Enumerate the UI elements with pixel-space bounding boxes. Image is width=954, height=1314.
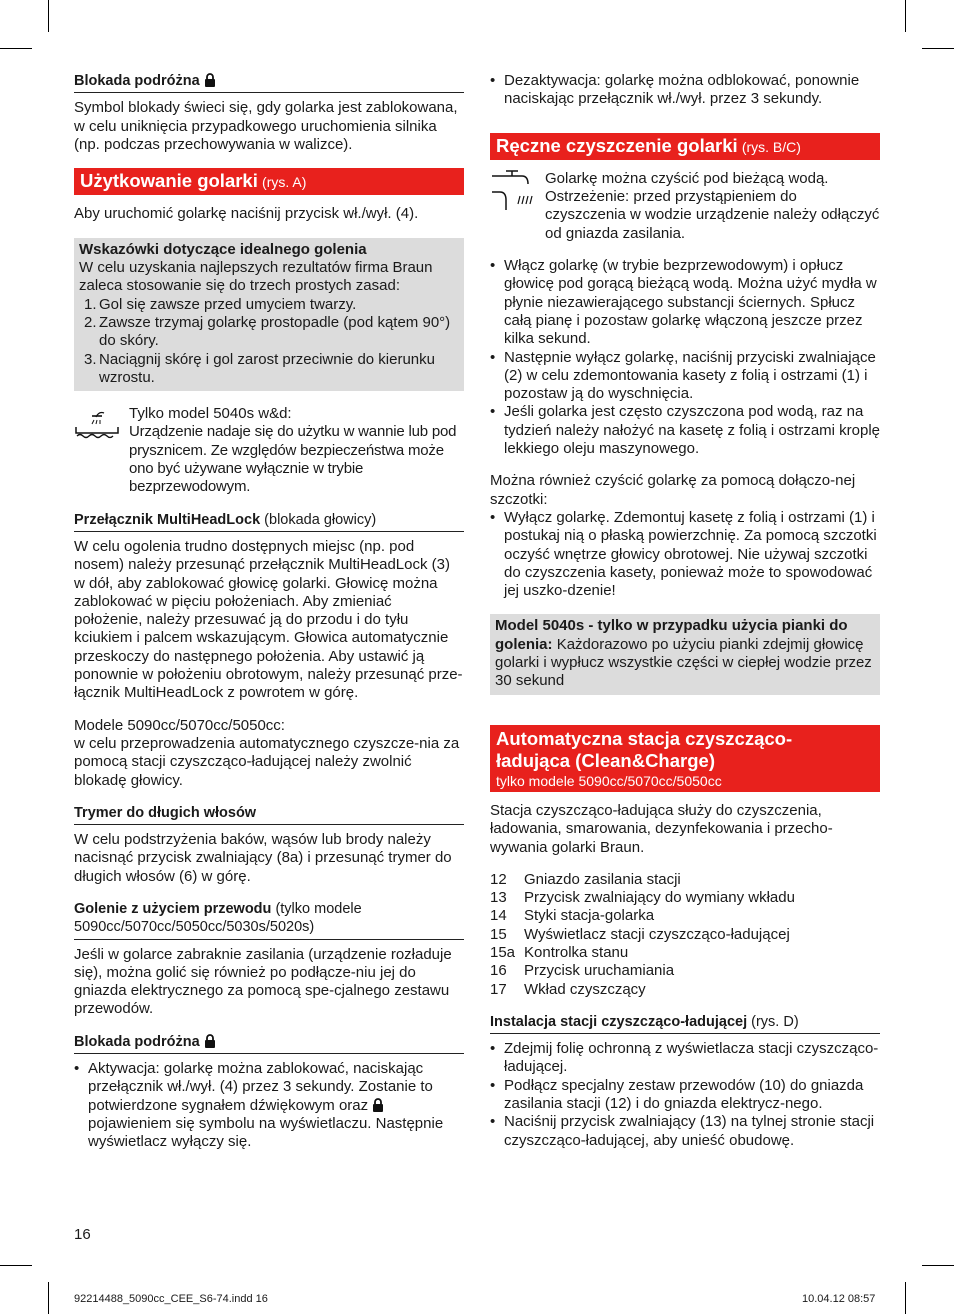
wet-dry-text: Urządzenie nadaje się do użytku w wannie lub pod prysznicem. Ze względów bezpieczeństwa może ono być używane wyłącznie w trybie bezprzewodowym. <box>129 423 457 496</box>
install-list <box>490 1040 880 1150</box>
padlock-icon <box>372 1098 384 1112</box>
manual-clean-header <box>490 133 880 160</box>
list-item: • Dezaktywacja: golarkę można odblokować, ponownie naciskając przełącznik wł./wył. przez 3 sekundy. <box>490 72 880 109</box>
station-title-1: Automatyczna stacja czyszcząco- <box>496 727 793 749</box>
multihead-text: W celu ogolenia trudno dostępnych miejsc (np. pod nosem) należy przesunąć przełącznik MultiHeadLock (3) w dół, aby zablokować głowicę golarki. Głowicę można zablokować w pięciu położeniach. Aby zmieniać położenie, należy przesuwać ją do przodu i do tyłu kciukiem i palcem wskazującym. Głowica automatycznie przeskoczy do następnego położenia. Aby ustawić ją ponownie w położeniu obrotowym, należy przesunąć prze-łącznik MultiHeadLock z powrotem w górę. <box>74 537 463 702</box>
running-water-note <box>490 170 880 243</box>
section-title: Ręczne czyszczenie golarki <box>496 134 738 156</box>
list-item: • Naciśnij przycisk zwalniający (13) na tylnej stronie stacji czyszcząco-ładującej, aby unieść obudowę. <box>490 1113 880 1150</box>
corded-heading: Golenie z użyciem przewodu (tylko modele 5090cc/5070cc/5050cc/5030s/5020s) <box>74 900 464 940</box>
manual-clean-list <box>490 257 880 458</box>
list-item: 17 Wkład czyszczący <box>490 980 646 998</box>
crop-mark <box>48 1282 49 1314</box>
list-item: 13 Przycisk zwalniający do wymiany wkładu <box>490 889 795 907</box>
list-item: 14 Styki stacja-golarka <box>490 907 655 925</box>
running-water-text: Golarkę można czyścić pod bieżącą wodą. Ostrzeżenie: przed przystąpieniem do czyszczenia w wodzie urządzenie należy odłączyć od gniazda zasilania. <box>545 169 880 242</box>
right-column <box>490 72 880 1164</box>
page-number: 16 <box>74 1226 91 1243</box>
multihead-models: Modele 5090cc/5070cc/5050cc: w celu przeprowadzenia automatycznego czyszcze-nia za pomocą stacji czyszcząco-ładującej należy zwolnić blokadę głowicy. <box>74 716 460 789</box>
trimmer-heading: Trymer do długich włosów <box>74 804 464 825</box>
foam-box <box>490 614 880 694</box>
padlock-icon <box>204 1034 216 1048</box>
list-item: 2. Zawsze trzymaj golarkę prostopadle (pod kątem 90°) do skóry. <box>84 313 451 350</box>
install-heading: Instalacja stacji czyszcząco-ładującej (rys. D) <box>490 1013 880 1034</box>
corded-text: Jeśli w golarce zabraknie zasilania (urządzenie rozładuje się), można golić się również po podłącze-niu jej do gniazda elektrycznego za pomocą spe-cjalnego zestawu przewodów. <box>74 945 452 1018</box>
list-item: 1. Gol się zawsze przed umyciem twarzy. <box>84 295 357 313</box>
station-header <box>490 725 880 792</box>
crop-mark <box>905 0 906 32</box>
shower-bath-icon <box>74 405 129 496</box>
list-item: 12 Gniazdo zasilania stacji <box>490 870 681 888</box>
list-item: 15 Wyświetlacz stacji czyszcząco-ładującej <box>490 925 790 943</box>
list-item: • Jeśli golarka jest często czyszczona pod wodą, raz na tydzień należy nałożyć na kasetę z folią i ostrzami kroplę lekkiego oleju maszynowego. <box>490 403 880 458</box>
use-section-header <box>74 168 464 195</box>
foam-title: Model 5040s - tylko w przypadku użycia pianki do golenia: <box>495 617 848 653</box>
wet-dry-model: Tylko model 5040s w&d: <box>129 405 292 423</box>
crop-mark <box>48 0 49 32</box>
crop-mark <box>922 1265 954 1266</box>
deactivation-list <box>490 72 880 109</box>
list-item: • Zdejmij folię ochronną z wyświetlacza stacji czyszcząco-ładującej. <box>490 1040 880 1077</box>
tips-list <box>79 296 459 387</box>
tips-intro: W celu uzyskania najlepszych rezultatów firma Braun zaleca stosowanie się do trzech prostych zasad: <box>79 259 433 295</box>
foam-text: Każdorazowo po użyciu pianki zdejmij głowicę golarki i wypłucz wszystkie części w ciepłej wodzie przez 30 sekund <box>495 635 872 690</box>
crop-mark <box>922 48 954 49</box>
list-item: 15a Kontrolka stanu <box>490 943 629 961</box>
travel-lock-text: Symbol blokady świeci się, gdy golarka jest zablokowana, w celu uniknięcia przypadkowego uruchomienia silnika (np. podczas przechowywania w walizce). <box>74 99 458 153</box>
travel-lock-heading-2: Blokada podróżna <box>74 1033 464 1054</box>
use-text: Aby uruchomić golarkę naciśnij przycisk wł./wył. (4). <box>74 205 419 223</box>
station-subtitle: tylko modele 5090cc/5070cc/5050cc <box>496 772 722 789</box>
list-item: 16 Przycisk uruchamiania <box>490 962 675 980</box>
list-item: • Podłącz specjalny zestaw przewodów (10) do gniazda zasilania stacji (12) i do gniazda elektrycz-nego. <box>490 1077 880 1114</box>
section-title: Użytkowanie golarki <box>80 170 258 192</box>
left-column <box>74 72 464 1166</box>
footer-file: 92214488_5090cc_CEE_S6-74.indd 16 <box>74 1293 268 1305</box>
station-parts-list <box>490 871 880 999</box>
footer-date: 10.04.12 08:57 <box>802 1293 876 1305</box>
running-water-icon <box>490 170 545 243</box>
travel-lock-list <box>74 1060 464 1151</box>
crop-mark <box>0 48 32 49</box>
list-item: • Następnie wyłącz golarkę, naciśnij przyciski zwalniające (2) w celu zdemontowania kasety z folią i ostrzami (1) i pozostaw ją do wyschnięcia. <box>490 349 880 404</box>
tips-title: Wskazówki dotyczące idealnego golenia <box>79 240 367 258</box>
travel-lock-heading: Blokada podróżna <box>74 72 464 93</box>
trimmer-text: W celu podstrzyżenia baków, wąsów lub brody należy nacisnąć przycisk zwalniający (8a) i przesunąć trymer do długich włosów (6) w górę. <box>74 831 452 885</box>
tips-box <box>74 238 464 391</box>
station-title-2: ładująca (Clean&Charge) <box>496 749 715 771</box>
crop-mark <box>905 1282 906 1314</box>
station-intro: Stacja czyszcząco-ładująca służy do czyszczenia, ładowania, smarowania, dezynfekowania i przecho-wywania golarki Braun. <box>490 801 833 856</box>
list-item: • Wyłącz golarkę. Zdemontuj kasetę z folią i ostrzami (1) i postukaj nią o płaską powierzchnię. Za pomocą szczotki oczyść wnętrze głowicy obrotowej. Nie używaj szczotki do czyszczenia kasety, ponieważ może to spowodować jej uszko-dzenie! <box>490 509 880 600</box>
section-ref: (rys. B/C) <box>741 138 801 155</box>
multihead-heading: Przełącznik MultiHeadLock (blokada głowicy) <box>74 511 464 532</box>
wet-dry-note <box>74 405 464 496</box>
crop-mark <box>0 1265 32 1266</box>
list-item: • Włącz golarkę (w trybie bezprzewodowym) i opłucz głowicę pod gorącą bieżącą wodą. Można użyć mydła w płynie niezawierającego substancji ściernych. Spłucz całą pianę i pozostaw golarkę włączoną jeszcze przez kilka sekund. <box>490 257 880 348</box>
list-item: • Aktywacja: golarkę można zablokować, naciskając przełącznik wł./wył. (4) przez 3 sekundy. Zostanie to potwierdzone sygnałem dźwiękowym oraz pojawieniem się symbolu na wyświetlaczu. Następnie wyświetlacz wyłączy się. <box>74 1060 464 1151</box>
brush-list <box>490 509 880 600</box>
padlock-icon <box>204 73 216 87</box>
brush-intro: Można również czyścić golarkę za pomocą dołączo-nej szczotki: <box>490 472 856 508</box>
list-item: 3. Naciągnij skórę i gol zarost przeciwnie do kierunku wzrostu. <box>84 350 435 386</box>
section-ref: (rys. A) <box>262 174 307 191</box>
